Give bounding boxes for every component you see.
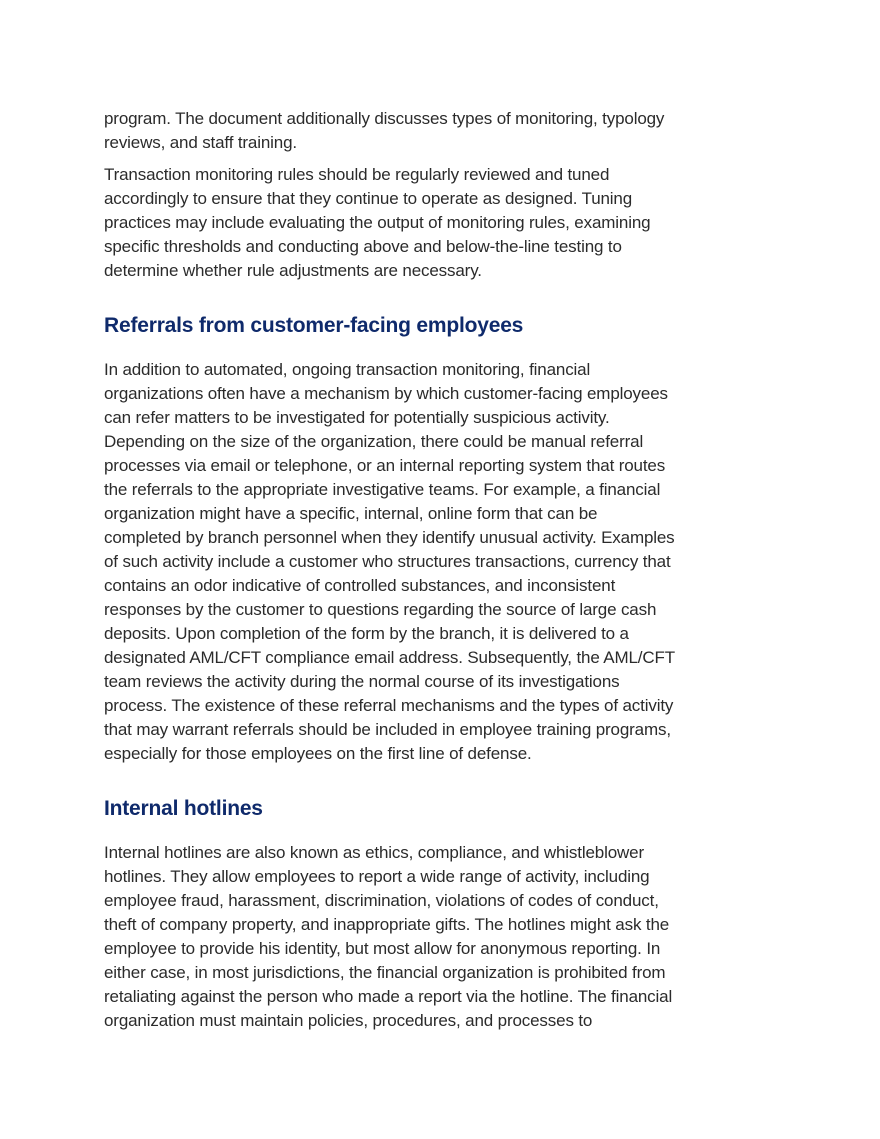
section-heading-internal-hotlines: Internal hotlines [104,797,263,820]
section-body-referrals: In addition to automated, ongoing transaction monitoring, financial organizations often have a mechanism by which customer-facing employees can refer matters to be investigated for potentially suspicious activity. Depending on the size of the organization, there could be manual referral processes via email or telephone, or an internal reporting system that routes the referrals to the appropriate investigative teams. For example, a financial organization might have a specific, internal, online form that can be completed by branch personnel when they identify unusual activity. Examples of such activity include a customer who structures transactions, currency that contains an odor indicative of controlled substances, and inconsistent responses by the customer to questions regarding the source of large cash deposits. Upon completion of the form by the branch, it is delivered to a designated AML/CFT compliance email address. Subsequently, the AML/CFT team reviews the activity during the normal course of its investigations process. The existence of these referral mechanisms and the types of activity that may warrant referrals should be included in employee training programs, especially for those employees on the first line of defense. [104,360,675,763]
section-body-internal-hotlines: Internal hotlines are also known as ethics, compliance, and whistleblower hotlines. They allow employees to report a wide range of activity, including employee fraud, harassment, discrimination, violations of codes of conduct, theft of company property, and inappropriate gifts. The hotlines might ask the employee to provide his identity, but most allow for anonymous reporting. In either case, in most jurisdictions, the financial organization is prohibited from retaliating against the person who made a report via the hotline. The financial organization must maintain policies, procedures, and processes to [104,843,673,1030]
intro-paragraph-2: Transaction monitoring rules should be regularly reviewed and tuned accordingly to ensure that they continue to operate as designed. Tuning practices may include evaluating the output of monitoring rules, examining specific thresholds and conducting above and below-the-line testing to determine whether rule adjustments are necessary. [104,165,651,280]
document-page [104,107,754,1033]
section-heading-referrals: Referrals from customer-facing employees [104,314,524,337]
intro-paragraph-1: program. The document additionally discusses types of monitoring, typology reviews, and staff training. [104,109,665,152]
